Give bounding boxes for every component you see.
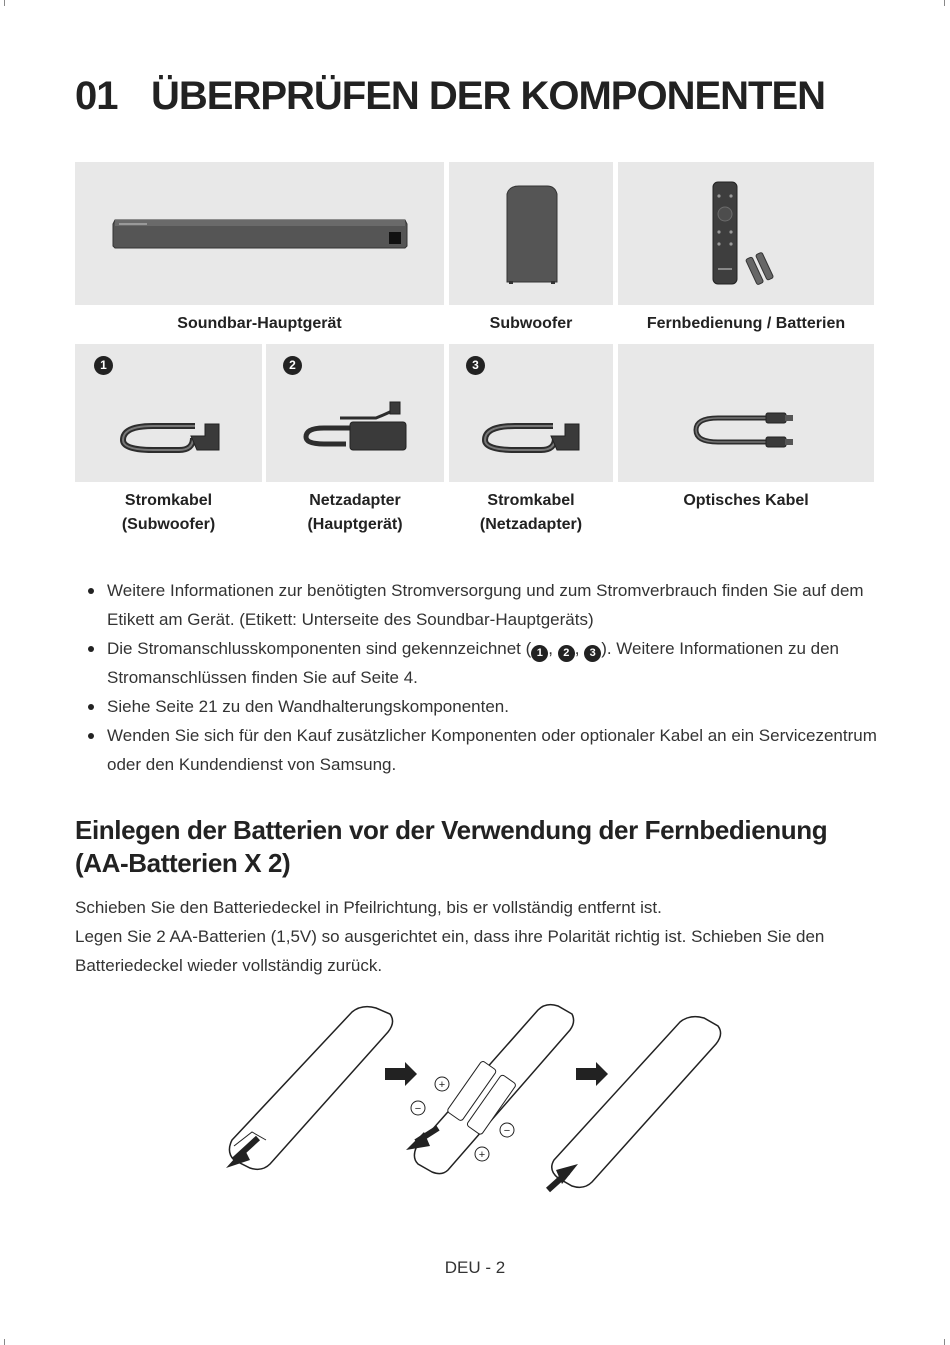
- note-text: Die Stromanschlusskomponenten sind gekennzeichnet (: [107, 639, 532, 658]
- marker-3: 3: [466, 356, 485, 375]
- page-title: [75, 74, 825, 119]
- polarity-minus-icon: [411, 1101, 425, 1115]
- caption-line: (Netzadapter): [479, 516, 583, 533]
- caption-line: Netzadapter: [309, 492, 401, 509]
- marker-inline-3: 3: [584, 645, 601, 662]
- step-arrow-icon: [385, 1062, 417, 1086]
- polarity-minus-icon: [500, 1123, 514, 1137]
- caption-remote: Fernbedienung / Batterien: [646, 315, 846, 332]
- svg-text:−: −: [414, 1103, 422, 1115]
- adapter-tile: [266, 344, 444, 482]
- subwoofer-illustration: [449, 162, 613, 305]
- caption-line: Stromkabel: [124, 492, 213, 509]
- polarity-plus-icon: [435, 1077, 449, 1091]
- crop-mark: [4, 0, 5, 6]
- note-item: Siehe Seite 21 zu den Wandhalterungskomponenten.: [88, 692, 878, 721]
- marker-inline-2: 2: [558, 645, 575, 662]
- caption-line: Stromkabel: [487, 492, 575, 509]
- subwoofer-tile: [449, 162, 613, 305]
- optical-cable-illustration: [618, 344, 874, 482]
- remote-batteries-illustration: [618, 162, 874, 305]
- remote-tile: [618, 162, 874, 305]
- note-text: ). Weitere Informationen zu den Stromanschlüssen finden Sie auf Seite 4.: [107, 639, 840, 687]
- svg-text:−: −: [503, 1125, 511, 1137]
- polarity-plus-icon: [475, 1147, 489, 1161]
- soundbar-illustration: [75, 162, 444, 305]
- caption-subwoofer: Subwoofer: [489, 315, 573, 332]
- separator: ,: [548, 639, 558, 658]
- section-number: 01: [75, 74, 118, 118]
- caption-line: (Subwoofer): [121, 516, 216, 533]
- batteries-instructions: [75, 893, 865, 980]
- crop-mark: [944, 1339, 945, 1345]
- step-arrow-icon: [576, 1062, 608, 1086]
- note-item: Wenden Sie sich für den Kauf zusätzlicher Komponenten oder optionaler Kabel an ein Servicezentrum oder den Kundendienst von Samsung.: [88, 721, 878, 779]
- caption-power-cable-adapter: [449, 489, 613, 537]
- marker-inline-1: 1: [531, 645, 548, 662]
- caption-soundbar: Soundbar-Hauptgerät: [177, 315, 342, 332]
- caption-power-cable-subwoofer: [75, 489, 262, 537]
- section-title-text: ÜBERPRÜFEN DER KOMPONENTEN: [151, 74, 826, 118]
- note-item: [88, 634, 878, 692]
- instruction-line: Schieben Sie den Batteriedeckel in Pfeilrichtung, bis er vollständig entfernt ist.: [75, 898, 662, 917]
- power-cable-subwoofer-tile: [75, 344, 262, 482]
- instruction-line: Legen Sie 2 AA-Batterien (1,5V) so ausgerichtet ein, dass ihre Polarität richtig ist. Schieben Sie den Batteriedeckel wieder vollständig zurück.: [75, 927, 825, 975]
- caption-adapter: [266, 489, 444, 537]
- note-item: Weitere Informationen zur benötigten Stromversorgung und zum Stromverbrauch finden Sie auf dem Etikett am Gerät. (Etikett: Unterseite des Soundbar-Hauptgeräts): [88, 576, 878, 634]
- optical-cable-tile: [618, 344, 874, 482]
- notes-list: [88, 576, 878, 779]
- caption-optical-cable: Optisches Kabel: [683, 492, 809, 509]
- soundbar-tile: [75, 162, 444, 305]
- svg-text:+: +: [478, 1149, 486, 1161]
- page-number: DEU - 2: [444, 1258, 506, 1277]
- marker-2: 2: [283, 356, 302, 375]
- battery-installation-illustration: [220, 1000, 740, 1200]
- svg-text:+: +: [438, 1079, 446, 1091]
- marker-1: 1: [94, 356, 113, 375]
- crop-mark: [4, 1339, 5, 1345]
- batteries-heading: Einlegen der Batterien vor der Verwendung der Fernbedienung (AA-Batterien X 2): [75, 815, 828, 878]
- power-cable-adapter-tile: [449, 344, 613, 482]
- crop-mark: [944, 0, 945, 6]
- separator: ,: [574, 639, 585, 658]
- caption-line: (Hauptgerät): [307, 516, 403, 533]
